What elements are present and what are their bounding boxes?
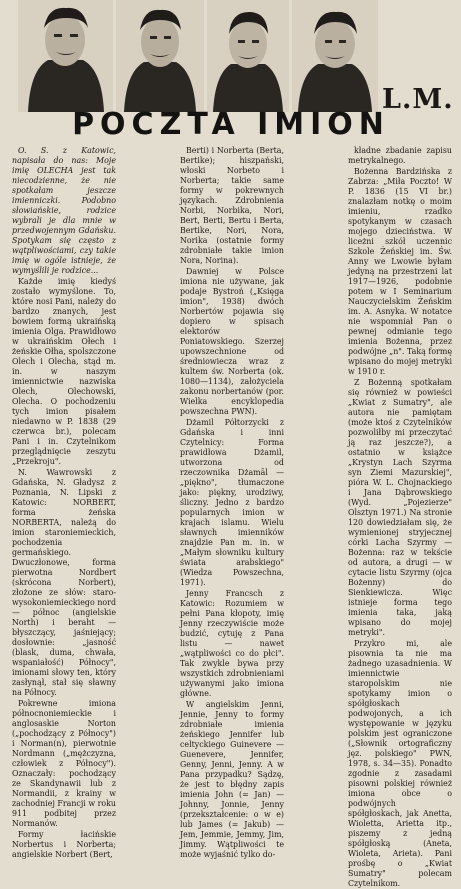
paragraph: Formy łacińskie Norbertus i Norberta; angielskie Norbert (Bert, — [12, 830, 116, 859]
portrait-man-3 — [207, 0, 289, 112]
paragraph: Z Bożenną spotkałam się również w powieści „Kwiat z Sumatry", ale autora nie pamiętam (może ktoś z Czytelników pozwoliłby mi przeczytać ją raz jeszcze?), a ostatnio w książce „Krystyn Lach Szyrma syn Ziemi Mazurskiej", pióra W. L. Chojnackiego i Jana Dąbrowskiego (Wyd. „Pojezierze" Olsztyn 1971.) Na stronie 120 dowiedziałam się, że wymienionej stryjecznej córki Lacha Szyrmy — Bożenna: raz w tekście od autora, a drugi — w cytacie listu Szyrmy (ojca Bożenny) do Sienkiewicza. Więc istnieje forma tego imienia taka, jaką wpisano do mojej metryki". — [348, 378, 452, 637]
portrait-man-4 — [292, 0, 378, 112]
column-2 — [180, 146, 284, 859]
column-1 — [12, 146, 116, 859]
paragraph: Jenny Francsch z Katowic: Rozumiem w pełni Pana kłopoty, imię Jenny rzeczywiście może budzić, cytuję z Pana listu — nawet „wątpliwości co do płci". Tak zwykle bywa przy wszystkich zdrobnieniami używanymi jako imiona główne. — [180, 589, 284, 698]
paragraph: N. Wawrowski z Gdańska, N. Gładysz z Poznania, N. Lipski z Katowic: NORBERT, forma żeńska NORBERTA, należą do imion staroniemieckich, pochodzenia germańskiego. Dwuczłonowe, forma pierwotna Nordbert (skrócona Norbert), złożone ze słów: staro-wysokoniemieckiego nord — północ (angielskie North) i beraht — błyszczący, jaśniejący; dosłownie: „jasność (blask, duma, chwała, wspaniałość) Północy", imionami słowy ten, który zasłynął, stał się sławny na Północy. — [12, 468, 116, 697]
paragraph: Pokrewne imiona północnoniemieckie i anglosaskie Norton („pochodzący z Północy") i Norman(n), pierwotnie Nordmann („mężczyzna, człowiek z Północy"). Oznaczały: pochodzący ze Skandynawii lub z Normandii, z krainy w zachodniej Francji w roku 911 podbitej przez Normanów. — [12, 699, 116, 828]
portrait-man-2 — [116, 0, 204, 112]
paragraph: O. S. z Katowic, napisała do nas: Moje imię OLECHA jest tak niecodzienne, że nie spotkałam jeszcze imienniczki. Podobno słowiańskie, rodzice wybrali je dla mnie w przedwojennym Gdańsku. Spotykam się często z wątpliwościami, czy takie imię w ogóle istnieje, że wymyślili je rodzice... — [12, 146, 116, 275]
paragraph: Dawniej w Polsce imiona nie używane, jak podaje Bystroń („Księga imion", 1938) dwóch Norbertów pojawia się dopiero w spisach elektorów Poniatowskiego. Szerzej upowszechnione od średniowiecza wraz z kultem św. Norberta (ok. 1080—1134), założyciela zakonu norbertanów (por. Wielka encyklopedia powszechna PWN). — [180, 267, 284, 416]
paragraph: Przykro mi, ale pisownia ta nie ma żadnego uzasadnienia. W imiennictwie staropolskim nie spotykamy imion o spółgłoskach podwojonych, a ich występowanie w języku polskim jest ograniczone („Słownik ortograficzny jęz. polskiego" PWN, 1978, s. 34—35). Ponadto zgodnie z zasadami pisowni polskiej również imiona obce o podwójnych spółgłoskach, jak Anetta, Wioletta, Arietta itp., piszemy z jedną spółgłoską (Aneta, Wioleta, Arieta). Pani prośbę o „Kwiat Sumatry" polecam Czytelnikom. — [348, 639, 452, 888]
paragraph: Berti) i Norberta (Berta, Bertike); hiszpański, włoski Norbeto i Norberta; takie same formy w pokrewnych językach. Zdrobnienia Norbi, Norbika, Nori, Bert, Berti, Bertu i Berta, Bertike, Nori, Nora, Norika (ostatnie formy zdrobniałe takie imion Nora, Norina). — [180, 146, 284, 265]
header — [0, 0, 461, 143]
page-title: POCZTA IMION — [72, 107, 390, 142]
paragraph: kładne zbadanie zapisu metrykalnego. — [348, 146, 452, 165]
portrait-man-1 — [18, 0, 113, 112]
column-3 — [348, 146, 452, 888]
author-initials: L.M. — [382, 84, 454, 115]
paragraph: W angielskim Jenni, Jennie, Jenny to formy zdrobniałe imienia żeńskiego Jennifer lub celtyckiego Guinevere — Guenevere, Jennifer, Genny, Jenni, Jenny. A w Pana przypadku? Sądzę, że jest to błędny zapis imienia John (= Jan) — Johnny, Jonnie, Jenny (przekształcenie: o w e) lub James (= Jakub) — Jem, Jemmie, Jemmy, Jim, Jimmy. Wątpliwości te może wyjaśnić tylko do- — [180, 700, 284, 859]
paragraph: Dżamil Półtorzycki z Gdańska i inni Czytelnicy: Forma prawidłowa Dżamil, utworzona od rzeczownika Dżamāl — „piękno", tłumaczone jako: piękny, urodziwy, śliczny. Jedno z bardzo popularnych imion w krajach islamu. Wielu sławnych imienników znajdzie Pan m. in. w „Małym słowniku kultury świata arabskiego" (Wiedza Powszechna, 1971). — [180, 418, 284, 587]
paragraph: Bożenna Bardzińska z Zabrza: „Miła Poczto! W P. 1836 (15 VI br.) znalazłam notkę o moim imieniu, rzadko spotykanym w czasach mojego dzieciństwa. W liceżni szkół uczennic Szkole Żeńskiej im. Św. Anny we Lwowie byłam jedyną na przestrzeni lat 1917—1926, podobnie potem w I Seminarium Nauczycielskim Żeńskim im. A. Asnyka. W notatce nie wspomniał Pan o pewnej odmianie tego imienia Bożenna, przez podwójne „n". Taką formę wpisano do mojej metryki w 1910 r. — [348, 167, 452, 376]
paragraph: Każde imię kiedyś zostało wymyślone. To, które nosi Pani, należy do bardzo znanych, jest bowiem formą ukraińską imienia Olga. Prawidłowo w ukraińskim Ołech i żeńskie Ołha, spolszczone Olech i Olecha, stąd m. in. w naszym imiennictwie nazwiska Olech, Olechowski, Olecha. O pochodzeniu tych imion pisałem niedawno w P. 1838 (29 czerwca br.), polecam Pani i in. Czytelnikom przeglądnięcie zeszytu „Przekroju". — [12, 277, 116, 466]
portrait-strip — [18, 0, 378, 112]
article-columns — [12, 146, 452, 888]
